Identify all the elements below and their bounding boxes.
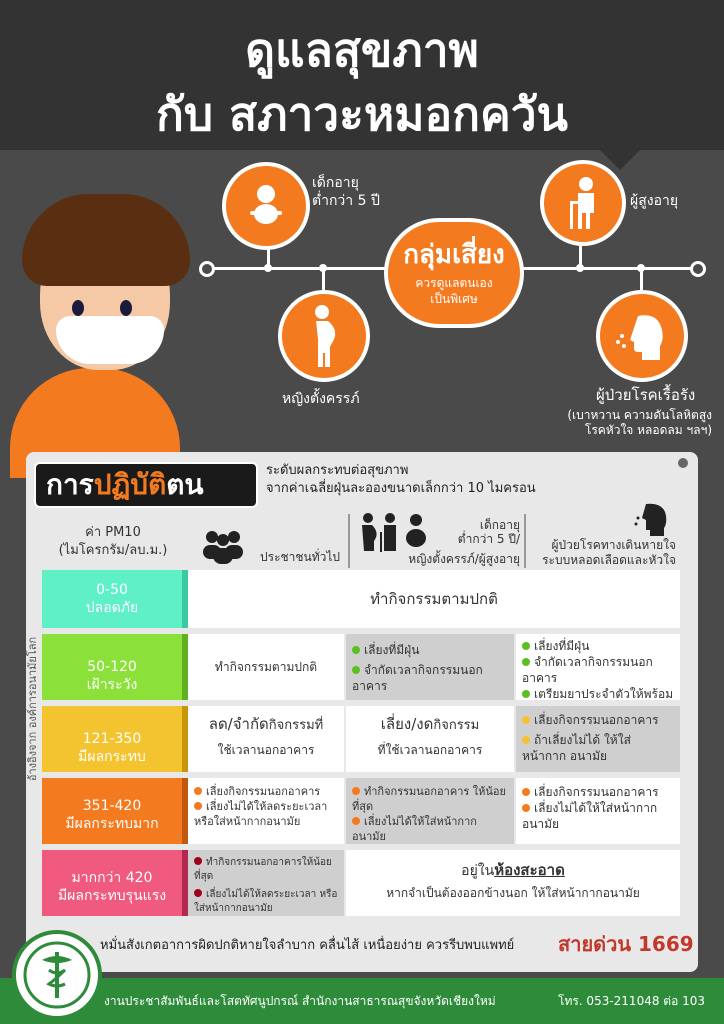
risk-group-center xyxy=(384,218,524,328)
pregnant-icon-circle xyxy=(278,290,370,382)
caduceus-icon xyxy=(16,934,98,1016)
right-eye xyxy=(120,300,132,316)
list-item: เลี่ยงไม่ได้ให้ใส่หน้ากาก อนามัย xyxy=(522,801,658,831)
list-item: ทำกิจกรรมนอกอาคารให้น้อยที่สุด xyxy=(194,857,332,882)
elderly-icon xyxy=(558,175,608,231)
row-affected-label: 121-350 มีผลกระทบ xyxy=(42,706,182,772)
elderly-icon-circle xyxy=(540,160,626,246)
timeline-start xyxy=(199,261,215,277)
chronic-sub: (เบาหวาน ความดันโลหิตสูง โรคหัวใจ หลอดลม ฯลฯ) xyxy=(567,408,712,437)
row-high-risk xyxy=(346,778,514,844)
elderly-label: ผู้สูงอายุ xyxy=(630,193,679,209)
row-severe-label: มากกว่า 420 มีผลกระทบรุนแรง xyxy=(42,850,182,916)
child-label: เด็กอายุ ต่ำกว่า 5 ปี xyxy=(312,175,380,209)
side-reference: อ้างอิงจาก องค์การอนามัยโลก xyxy=(26,636,39,782)
list-item: ทำกิจกรรมนอกอาคาร ให้น้อยที่สุด xyxy=(352,785,506,813)
list-item: เลี่ยงกิจกรรมนอกอาคาร xyxy=(194,784,338,799)
dot-pregnant xyxy=(319,264,327,272)
footer-phone: โทร. 053-211048 ต่อ 103 xyxy=(558,994,706,1008)
list-item: เลี่ยงไม่ได้ให้ลดระยะเวลา หรือใส่หน้ากากอนามัย xyxy=(194,800,328,828)
timeline-end xyxy=(690,261,706,277)
character-hair xyxy=(22,194,190,286)
row-affected-risk: เลี่ยง/งดกิจกรรม ที่ใช้เวลานอกอาคาร xyxy=(346,706,514,772)
coughing-icon xyxy=(614,308,670,364)
list-item: จำกัดเวลากิจกรรมนอกอาคาร xyxy=(522,655,653,685)
row-severe-action: อยู่ในห้องสะอาด หากจำเป็นต้องออกข้างนอก ให้ใส่หน้ากากอนามัย xyxy=(346,850,680,916)
row-severe-general xyxy=(188,850,344,916)
chronic-icon-circle xyxy=(596,290,688,382)
col-divider-1 xyxy=(348,514,350,568)
row-watch-label: 50-120 เฝ้าระวัง xyxy=(42,634,182,700)
row-watch-general: ทำกิจกรรมตามปกติ xyxy=(188,634,344,700)
child-icon-circle xyxy=(222,162,310,250)
row-watch-patient xyxy=(516,634,680,700)
title-line-1: ดูแลสุขภาพ xyxy=(245,23,479,77)
row-safe-action: ทำกิจกรรมตามปกติ xyxy=(188,570,680,628)
panel-description: ระดับผลกระทบต่อสุขภาพ จากค่าเฉลี่ยฝุ่นละอองขนาดเล็กกว่า 10 ไมครอน xyxy=(266,463,536,496)
row-high-patient xyxy=(516,778,680,844)
col-divider-2 xyxy=(524,514,526,568)
risk-group-icons xyxy=(356,512,432,552)
patient-icon xyxy=(634,500,670,536)
col-patient: ผู้ป่วยโรคทางเดินหายใจ ระบบหลอดเลือดและหัวใจ xyxy=(542,538,676,567)
face-mask xyxy=(56,316,164,364)
header-banner xyxy=(0,0,724,150)
list-item: เลี่ยงกิจกรรมนอกอาคาร xyxy=(522,784,674,800)
hotline: สายด่วน 1669 xyxy=(558,932,694,956)
row-watch-risk xyxy=(346,634,514,700)
dot-elderly xyxy=(576,264,584,272)
row-high-label: 351-420 มีผลกระทบมาก xyxy=(42,778,182,844)
dot-chronic xyxy=(637,264,645,272)
list-item: เลี่ยงกิจกรรมนอกอาคาร xyxy=(522,712,674,728)
health-office-seal xyxy=(12,930,102,1020)
list-item: จำกัดเวลากิจกรรมนอกอาคาร xyxy=(352,663,483,693)
warning-text: หมั่นสังเกตอาการผิดปกติหายใจลำบาก คลื่นไส้ เหนื่อยง่าย ควรรีบพบแพทย์ xyxy=(100,938,515,953)
action-badge: การปฏิบัติตน xyxy=(34,462,258,508)
col-general: ประชาชนทั่วไป xyxy=(260,550,341,564)
list-item: ถ้าเลี่ยงไม่ได้ ให้ใส่หน้ากาก อนามัย xyxy=(522,733,631,763)
dot-child xyxy=(264,264,272,272)
chronic-label: ผู้ป่วยโรคเรื้อรัง xyxy=(596,386,696,404)
row-high-general xyxy=(188,778,344,844)
col-risk-3: หญิงตั้งครรภ์/ผู้สูงอายุ xyxy=(408,552,520,566)
pm-label: ค่า PM10 (ไมโครกรัม/ลบ.ม.) xyxy=(58,525,168,558)
risk-group-sub-2: เป็นพิเศษ xyxy=(430,292,478,306)
list-item: เลี่ยงที่มีฝุ่น xyxy=(352,642,508,658)
footer-org: งานประชาสัมพันธ์และโสตทัศนูปกรณ์ สำนักงานสาธารณสุขจังหวัดเชียงใหม่ xyxy=(104,994,496,1008)
risk-group-title: กลุ่มเสี่ยง xyxy=(403,240,505,270)
baby-icon xyxy=(241,181,291,231)
list-item: เลี่ยงที่มีฝุ่น xyxy=(522,638,674,654)
people-icon xyxy=(200,528,246,564)
panel-dot xyxy=(678,458,688,468)
col-risk: เด็กอายุ ต่ำกว่า 5 ปี/ xyxy=(457,518,520,546)
list-item: เลี่ยงไม่ได้ให้ใส่หน้ากากอนามัย xyxy=(352,815,477,843)
pregnant-label: หญิงตั้งครรภ์ xyxy=(282,391,360,407)
row-affected-patient xyxy=(516,706,680,772)
pregnant-icon xyxy=(304,304,344,368)
left-eye xyxy=(72,300,84,316)
risk-group-sub-1: ควรดูแลตนเอง xyxy=(415,276,493,290)
list-item: เลี่ยงไม่ได้ให้ลดระยะเวลา หรือใส่หน้ากากอนามัย xyxy=(194,889,338,914)
row-safe-label: 0-50 ปลอดภัย xyxy=(42,570,182,628)
row-affected-general: ลด/จำกัดกิจกรรมที่ ใช้เวลานอกอาคาร xyxy=(188,706,344,772)
list-item: เตรียมยาประจำตัวให้พร้อม xyxy=(522,686,674,702)
title-line-2: กับ สภาวะหมอกควัน xyxy=(155,87,568,141)
